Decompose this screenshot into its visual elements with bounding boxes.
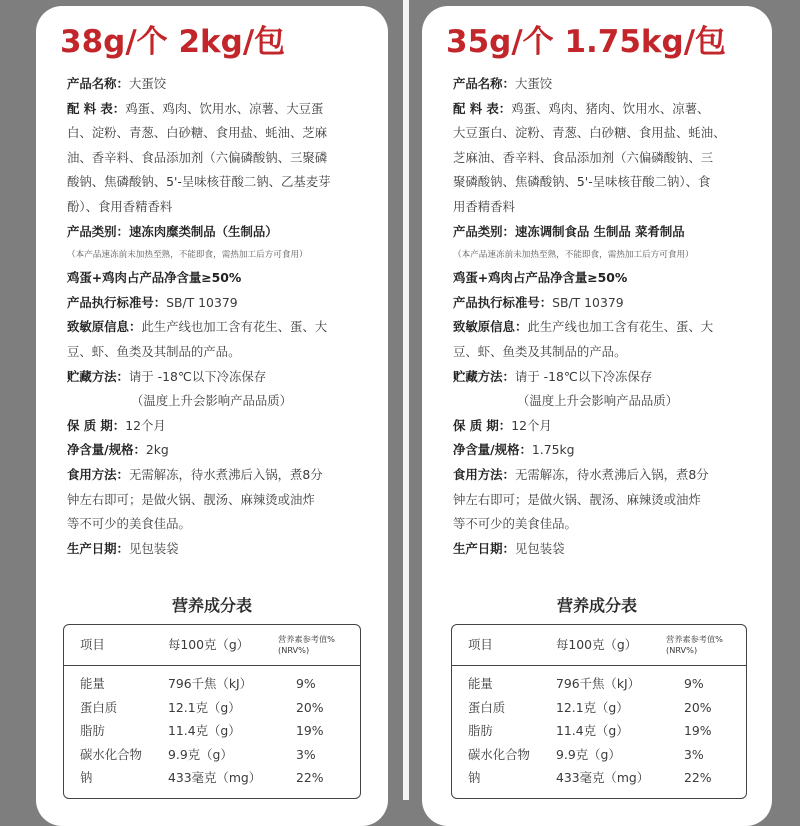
spec-value: 此生产线也加工含有花生、蛋、大 bbox=[527, 319, 714, 335]
nutrient-name: 脂肪 bbox=[468, 723, 493, 738]
spec-list bbox=[453, 72, 773, 561]
spec-line bbox=[67, 266, 387, 291]
nutrient-amount: 9.9克（g） bbox=[556, 746, 621, 762]
nutrition-row bbox=[452, 743, 746, 767]
card-heading: 38g/个 2kg/包 bbox=[60, 24, 286, 60]
spec-value: 见包装袋 bbox=[514, 540, 565, 556]
spec-value: 等不可少的美食佳品。 bbox=[67, 516, 191, 532]
spec-line bbox=[67, 291, 387, 316]
spec-label: 贮藏方法： bbox=[453, 368, 515, 384]
card-divider bbox=[403, 0, 409, 800]
nutrition-table bbox=[451, 624, 747, 799]
nutrient-name: 能量 bbox=[80, 676, 105, 691]
spec-label: 产品类别： bbox=[453, 223, 515, 239]
spec-label: 配 料 表： bbox=[453, 100, 512, 116]
nutrition-rows bbox=[64, 666, 360, 790]
spec-label: 保 质 期： bbox=[453, 417, 512, 433]
nutrition-row bbox=[452, 719, 746, 743]
spec-note bbox=[453, 244, 773, 266]
nutrient-nrv: 20% bbox=[296, 699, 324, 715]
spec-line bbox=[67, 220, 387, 245]
spec-note bbox=[67, 244, 387, 266]
spec-value: （温度上升会影响产品品质） bbox=[517, 393, 679, 409]
spec-line bbox=[453, 121, 773, 146]
nutrient-name: 钠 bbox=[468, 770, 481, 785]
spec-line bbox=[67, 488, 387, 513]
nutrient-amount: 9.9克（g） bbox=[168, 746, 233, 762]
spec-list bbox=[67, 72, 387, 561]
spec-line bbox=[67, 121, 387, 146]
col-per100g-header: 每100克（g） bbox=[556, 637, 638, 652]
spec-line bbox=[453, 291, 773, 316]
spec-value: 速冻肉糜类制品（生制品） bbox=[128, 223, 278, 239]
col-per100g-header: 每100克（g） bbox=[168, 637, 250, 652]
spec-line bbox=[67, 389, 387, 414]
spec-value: 大豆蛋白、淀粉、青葱、白砂糖、食用盐、蚝油、 bbox=[453, 125, 726, 141]
nrv-header-line1: 营养素参考值% bbox=[278, 634, 335, 644]
spec-line bbox=[453, 512, 773, 537]
spec-line bbox=[453, 488, 773, 513]
nrv-header-line1: 营养素参考值% bbox=[666, 634, 723, 644]
spec-value: 大蛋饺 bbox=[514, 76, 553, 91]
nutrient-amount: 433毫克（mg） bbox=[556, 770, 650, 785]
nutrient-nrv: 9% bbox=[296, 676, 316, 691]
nutrient-amount: 12.1克（g） bbox=[556, 699, 629, 715]
spec-line bbox=[453, 72, 773, 97]
nutrient-amount: 796千焦（kJ） bbox=[556, 676, 641, 691]
nutrient-amount: 11.4克（g） bbox=[168, 723, 241, 738]
spec-value: 请于 -18℃以下冷冻保存 bbox=[128, 368, 267, 384]
nutrient-amount: 433毫克（mg） bbox=[168, 770, 262, 785]
spec-line bbox=[453, 170, 773, 195]
nutrient-name: 碳水化合物 bbox=[80, 746, 142, 762]
col-nrv-header bbox=[278, 634, 335, 656]
spec-label: 产品执行标准号： bbox=[453, 294, 553, 310]
spec-line bbox=[453, 97, 773, 122]
spec-line bbox=[453, 414, 773, 439]
spec-value: 1.75kg bbox=[531, 442, 575, 458]
nutrition-row bbox=[64, 672, 360, 696]
spec-label: 致敏原信息： bbox=[453, 319, 528, 335]
spec-label: 食用方法： bbox=[453, 466, 515, 482]
spec-value: （本产品速冻前未加热至熟，不能即食，需热加工后方可食用） bbox=[67, 250, 308, 261]
nutrition-row bbox=[452, 766, 746, 790]
spec-value: 12个月 bbox=[511, 417, 552, 433]
nutrient-nrv: 3% bbox=[296, 746, 316, 762]
nutrition-header-row bbox=[452, 625, 746, 666]
spec-label: 产品类别： bbox=[67, 223, 129, 239]
spec-label: 生产日期： bbox=[453, 540, 515, 556]
spec-value: 2kg bbox=[145, 442, 169, 458]
nutrition-row bbox=[64, 719, 360, 743]
spec-value: 此生产线也加工含有花生、蛋、大 bbox=[141, 319, 328, 335]
spec-label: 食用方法： bbox=[67, 466, 129, 482]
nutrient-name: 脂肪 bbox=[80, 723, 105, 738]
spec-line bbox=[67, 537, 387, 562]
spec-value: 请于 -18℃以下冷冻保存 bbox=[514, 368, 653, 384]
spec-line bbox=[67, 315, 387, 340]
nutrient-amount: 12.1克（g） bbox=[168, 699, 241, 715]
spec-line bbox=[67, 170, 387, 195]
spec-label: 配 料 表： bbox=[67, 100, 126, 116]
spec-label: 产品名称： bbox=[67, 76, 129, 91]
col-item-header: 项目 bbox=[468, 637, 493, 652]
nutrient-nrv: 22% bbox=[684, 770, 712, 785]
spec-value: 钟左右即可；是做火锅、靓汤、麻辣烫或油炸 bbox=[453, 491, 701, 507]
spec-line bbox=[453, 195, 773, 220]
spec-line bbox=[453, 438, 773, 463]
nutrient-nrv: 19% bbox=[296, 723, 324, 738]
nutrient-name: 碳水化合物 bbox=[468, 746, 530, 762]
spec-value: 用香精香料 bbox=[453, 198, 515, 214]
label-card-1-75kg bbox=[422, 6, 772, 826]
spec-value: 速冻调制食品 生制品 菜肴制品 bbox=[514, 223, 685, 239]
label-card-2kg bbox=[36, 6, 388, 826]
spec-value: 大蛋饺 bbox=[128, 76, 167, 91]
col-item-header: 项目 bbox=[80, 637, 105, 652]
spec-line bbox=[453, 340, 773, 365]
spec-line bbox=[453, 220, 773, 245]
spec-label: 生产日期： bbox=[67, 540, 129, 556]
spec-value: SB/T 10379 bbox=[552, 294, 624, 310]
nutrition-row bbox=[452, 696, 746, 720]
spec-label: 产品执行标准号： bbox=[67, 294, 167, 310]
spec-value: 见包装袋 bbox=[128, 540, 179, 556]
nrv-header-line2: (NRV%) bbox=[278, 645, 310, 655]
spec-label: 产品名称： bbox=[453, 76, 515, 91]
spec-line bbox=[67, 195, 387, 220]
spec-label: 贮藏方法： bbox=[67, 368, 129, 384]
nutrition-row bbox=[452, 672, 746, 696]
spec-value: （温度上升会影响产品品质） bbox=[131, 393, 293, 409]
nutrition-title: 营养成分表 bbox=[171, 596, 252, 615]
spec-value: 豆、虾、鱼类及其制品的产品。 bbox=[453, 343, 627, 359]
spec-value: 豆、虾、鱼类及其制品的产品。 bbox=[67, 343, 241, 359]
spec-value: 鸡蛋、鸡肉、猪肉、饮用水、凉薯、 bbox=[511, 100, 710, 116]
spec-value: 无需解冻，待水煮沸后入锅，煮8分 bbox=[514, 466, 709, 482]
spec-line bbox=[67, 97, 387, 122]
spec-label: 保 质 期： bbox=[67, 417, 126, 433]
spec-line bbox=[67, 512, 387, 537]
spec-value: 酚）、食用香精香料 bbox=[67, 198, 173, 214]
spec-value: 等不可少的美食佳品。 bbox=[453, 516, 577, 532]
spec-line bbox=[67, 414, 387, 439]
spec-line bbox=[453, 365, 773, 390]
spec-line bbox=[453, 463, 773, 488]
spec-label: 净含量/规格： bbox=[67, 442, 146, 458]
spec-line bbox=[67, 365, 387, 390]
nrv-header-line2: (NRV%) bbox=[666, 645, 698, 655]
nutrition-row bbox=[64, 696, 360, 720]
spec-value: 酸钠、焦磷酸钠、5'-呈味核苷酸二钠、乙基麦芽 bbox=[67, 174, 331, 190]
spec-line bbox=[453, 266, 773, 291]
nutrient-name: 蛋白质 bbox=[80, 699, 118, 715]
nutrition-table bbox=[63, 624, 361, 799]
spec-line bbox=[67, 72, 387, 97]
nutrition-rows bbox=[452, 666, 746, 790]
nutrient-amount: 796千焦（kJ） bbox=[168, 676, 253, 691]
spec-label: 鸡蛋+鸡肉占产品净含量≥50% bbox=[67, 270, 242, 286]
spec-value: 12个月 bbox=[125, 417, 166, 433]
spec-value: 白、淀粉、青葱、白砂糖、食用盐、蚝油、芝麻 bbox=[67, 125, 328, 141]
nutrient-amount: 11.4克（g） bbox=[556, 723, 629, 738]
nutrition-row bbox=[64, 743, 360, 767]
spec-line bbox=[67, 463, 387, 488]
spec-value: 油、香辛料、食品添加剂（六偏磷酸钠、三聚磷 bbox=[67, 149, 328, 165]
spec-line bbox=[67, 438, 387, 463]
spec-line bbox=[453, 537, 773, 562]
nutrient-name: 能量 bbox=[468, 676, 493, 691]
nutrient-nrv: 3% bbox=[684, 746, 704, 762]
spec-line bbox=[453, 146, 773, 171]
nutrient-nrv: 22% bbox=[296, 770, 324, 785]
spec-value: （本产品速冻前未加热至熟，不能即食，需热加工后方可食用） bbox=[453, 250, 694, 261]
spec-value: 芝麻油、香辛料、食品添加剂（六偏磷酸钠、三 bbox=[453, 149, 714, 165]
spec-value: SB/T 10379 bbox=[166, 294, 238, 310]
nutrition-row bbox=[64, 766, 360, 790]
spec-line bbox=[67, 340, 387, 365]
spec-line bbox=[67, 146, 387, 171]
spec-value: 鸡蛋、鸡肉、饮用水、凉薯、大豆蛋 bbox=[125, 100, 324, 116]
nutrient-nrv: 20% bbox=[684, 699, 712, 715]
nutrition-title: 营养成分表 bbox=[556, 596, 637, 615]
spec-label: 鸡蛋+鸡肉占产品净含量≥50% bbox=[453, 270, 628, 286]
spec-value: 钟左右即可；是做火锅、靓汤、麻辣烫或油炸 bbox=[67, 491, 315, 507]
nutrient-name: 钠 bbox=[80, 770, 93, 785]
nutrient-nrv: 9% bbox=[684, 676, 704, 691]
col-nrv-header bbox=[666, 634, 723, 656]
card-heading: 35g/个 1.75kg/包 bbox=[446, 24, 727, 60]
spec-value: 聚磷酸钠、焦磷酸钠、5'-呈味核苷酸二钠）、食 bbox=[453, 174, 711, 190]
nutrition-header-row bbox=[64, 625, 360, 666]
nutrient-nrv: 19% bbox=[684, 723, 712, 738]
nutrient-name: 蛋白质 bbox=[468, 699, 506, 715]
spec-value: 无需解冻，待水煮沸后入锅，煮8分 bbox=[128, 466, 323, 482]
spec-line bbox=[453, 315, 773, 340]
spec-label: 致敏原信息： bbox=[67, 319, 142, 335]
spec-line bbox=[453, 389, 773, 414]
spec-label: 净含量/规格： bbox=[453, 442, 532, 458]
